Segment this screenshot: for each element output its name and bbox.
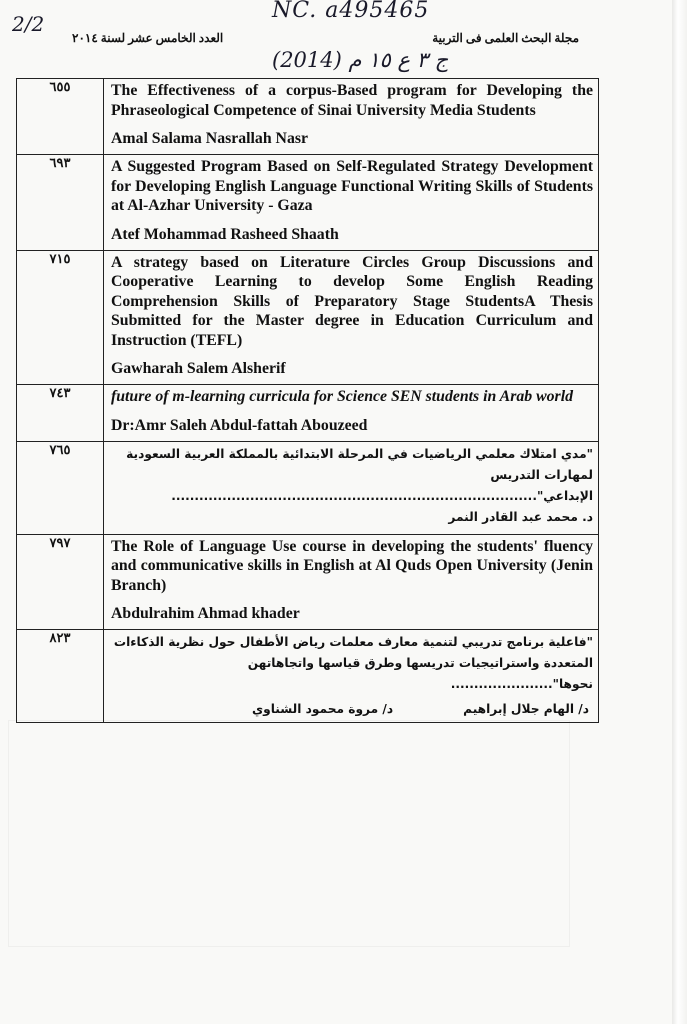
handwritten-page-fraction: 2/2: [12, 12, 45, 36]
article-title: future of m-learning curricula for Science SEN students in Arab world: [111, 388, 573, 405]
page-number: ٨٢٣: [17, 630, 104, 723]
table-row: [17, 385, 599, 442]
table-row: [17, 534, 599, 630]
page-edge: [672, 0, 687, 1024]
arabic-author: د/ الهام جلال إبراهيم: [463, 702, 589, 716]
article-author: Amal Salama Nasrallah Nasr: [111, 130, 309, 147]
page-number: ٦٥٥: [17, 79, 104, 155]
article-title: The Effectiveness of a corpus-Based program for Developing the Phraseological Competence of Sinai University Media Students: [111, 82, 593, 119]
arabic-title-line-1: "فاعلية برنامج تدريبي لتنمية معارف معلمات رياض الأطفال حول نظرية الذكاءات: [113, 635, 593, 649]
handwritten-volume-reference: (2014) ج ٣ ع ١٥ م: [272, 48, 449, 72]
entry-cell: [104, 441, 599, 534]
contents-table: [16, 78, 599, 723]
arabic-author: د. محمد عبد القادر النمر: [448, 509, 593, 524]
article-author: Dr:Amr Saleh Abdul-fattah Abouzeed: [111, 416, 368, 434]
table-row: [17, 155, 599, 251]
arabic-title-line-2: المتعددة واستراتيجيات تدريسها وطرق قياسها واتجاهاتهن نحوها"......................: [247, 656, 593, 691]
table-row: [17, 441, 599, 534]
table-row: [17, 79, 599, 155]
arabic-title-line-2: لمهارات التدريس الإبداعي"...............................................................................: [171, 467, 593, 503]
entry-cell: [104, 79, 599, 155]
header-issue: العدد الخامس عشر لسنة ٢٠١٤: [72, 31, 224, 45]
page-number: ٦٩٣: [17, 155, 104, 251]
entry-cell: [104, 155, 599, 251]
header-journal-title: مجلة البحث العلمى فى التربية: [432, 31, 579, 45]
handwritten-catalog-number: NC. a495465: [272, 0, 430, 23]
page-number: ٧٤٣: [17, 385, 104, 442]
page-number: ٧٦٥: [17, 441, 104, 534]
arabic-authors: [111, 702, 593, 716]
table-row: [17, 630, 599, 723]
entry-cell: [104, 385, 599, 442]
table-row: [17, 250, 599, 385]
entry-cell: [104, 250, 599, 385]
entry-cell: [104, 630, 599, 723]
page-number: ٧١٥: [17, 250, 104, 385]
arabic-author: د/ مروة محمود الشناوي: [251, 702, 394, 716]
page-number: ٧٩٧: [17, 534, 104, 630]
article-author: Abdulrahim Ahmad khader: [111, 605, 300, 622]
article-title: The Role of Language Use course in developing the students' fluency and communicative skills in English at Al Quds Open University (Jenin Branch): [111, 537, 593, 594]
article-author: Gawharah Salem Alsherif: [111, 360, 286, 377]
entry-cell: [104, 534, 599, 630]
arabic-title-line-1: "مدي امتلاك معلمي الرياضيات في المرحلة الابتدائية بالمملكة العربية السعودية: [126, 446, 593, 461]
article-title: A Suggested Program Based on Self-Regulated Strategy Development for Developing English Language Functional Writing Skills of Students at Al-Azhar University - Gaza: [111, 158, 593, 214]
bleed-through-area: [8, 720, 570, 947]
article-author: Atef Mohammad Rasheed Shaath: [111, 225, 339, 243]
article-title: A strategy based on Literature Circles Group Discussions and Cooperative Learning to develop Some English Reading Comprehension Skills of Preparatory Stage StudentsA Thesis Submitted for the Master degree in Education Curriculum and Instruction (TEFL): [111, 253, 593, 349]
